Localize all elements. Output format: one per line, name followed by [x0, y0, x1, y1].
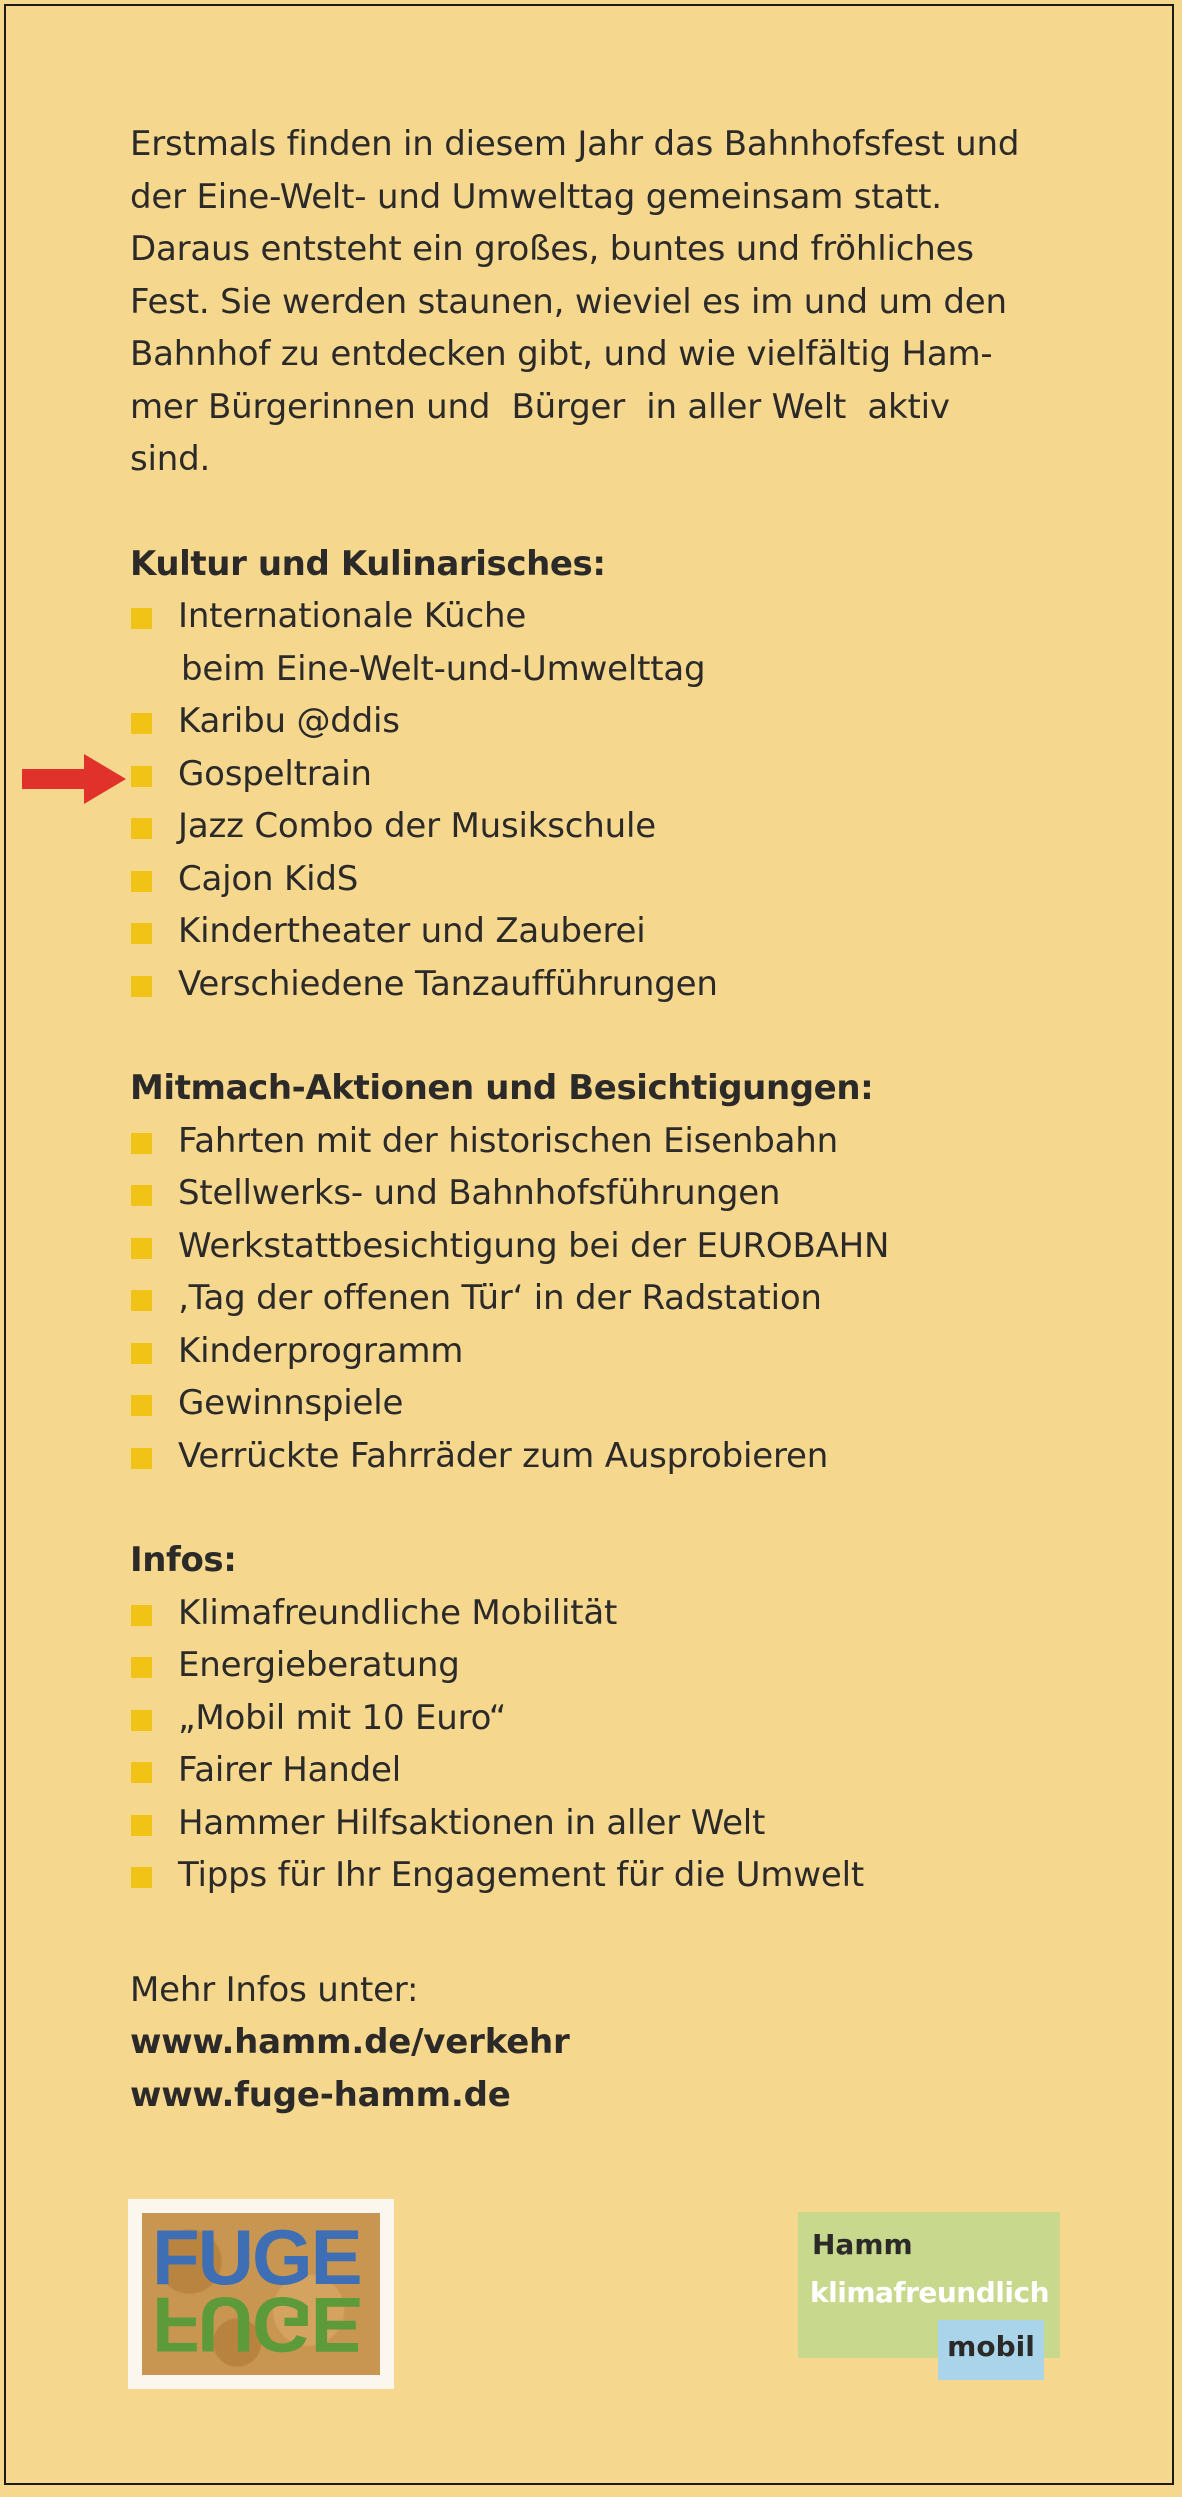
url-link[interactable]: www.fuge-hamm.de [130, 2074, 511, 2115]
list-item [130, 905, 1130, 958]
intro-line: der Eine-Welt- und Umwelttag gemeinsam statt. [130, 176, 942, 217]
section-infos [130, 1534, 1130, 1902]
list-item [130, 1587, 1130, 1640]
square-bullet-icon [131, 1605, 152, 1626]
square-bullet-icon [131, 1815, 152, 1836]
list-item [130, 1220, 1130, 1273]
intro-line: Daraus entsteht ein großes, buntes und fröhliches [130, 229, 974, 269]
list-item [130, 1849, 1130, 1902]
item-label: Kinderprogramm [178, 1330, 464, 1371]
section-title: Kultur und Kulinarisches: [130, 543, 606, 584]
square-bullet-icon [131, 766, 152, 787]
hamm-logo-line1: Hamm [812, 2228, 913, 2261]
square-bullet-icon [131, 1657, 152, 1678]
url-link[interactable]: www.hamm.de/verkehr [130, 2022, 570, 2062]
item-label: Fahrten mit der historischen Eisenbahn [178, 1120, 838, 1161]
list-item [130, 853, 1130, 906]
list-item-highlighted [130, 748, 1130, 801]
list-item [130, 800, 1130, 853]
item-label: Energieberatung [178, 1645, 460, 1685]
section-title: Infos: [130, 1540, 237, 1580]
square-bullet-icon [131, 713, 152, 734]
item-label: Karibu @ddis [178, 701, 400, 741]
square-bullet-icon [131, 923, 152, 944]
square-bullet-icon [131, 1867, 152, 1888]
square-bullet-icon [131, 1238, 152, 1259]
flyer-content [130, 118, 1130, 2121]
item-label: Werkstattbesichtigung bei der EUROBAHN [178, 1225, 890, 1266]
square-bullet-icon [131, 1448, 152, 1469]
square-bullet-icon [131, 1343, 152, 1364]
list-item [130, 1272, 1130, 1325]
list-item [130, 1797, 1130, 1850]
square-bullet-icon [131, 818, 152, 839]
item-label: Verrückte Fahrräder zum Ausprobieren [178, 1435, 829, 1476]
item-list [130, 1587, 1130, 1902]
item-label: Fairer Handel [178, 1750, 401, 1790]
hamm-logo-line3: mobil [938, 2320, 1044, 2380]
list-item [130, 1115, 1130, 1168]
intro-line: sind. [130, 439, 211, 479]
arrow-right-icon [22, 754, 126, 804]
list-item [130, 1639, 1130, 1692]
section-culture [130, 538, 1130, 1011]
item-label: Gospeltrain [178, 753, 372, 794]
item-list [130, 1115, 1130, 1483]
intro-line: mer Bürgerinnen und Bürger in aller Welt aktiv [130, 386, 950, 427]
list-item [130, 1692, 1130, 1745]
item-label: „Mobil mit 10 Euro“ [178, 1697, 507, 1738]
item-label: Stellwerks- und Bahnhofsführungen [178, 1173, 781, 1213]
item-label: Jazz Combo der Musikschule [178, 806, 656, 846]
square-bullet-icon [131, 1710, 152, 1731]
hamm-klimafreundlich-logo [798, 2212, 1060, 2363]
fuge-logo-texture [142, 2213, 380, 2375]
more-info-label: Mehr Infos unter: [130, 1969, 419, 2010]
square-bullet-icon [131, 976, 152, 997]
list-item [130, 1167, 1130, 1220]
fuge-logo-mirror-text: FUGE [152, 2281, 361, 2369]
item-label: Hammer Hilfsaktionen in aller Welt [178, 1802, 766, 1843]
item-label: Tipps für Ihr Engagement für die Umwelt [178, 1855, 864, 1895]
fuge-logo-text: FUGE [152, 2213, 361, 2301]
list-item [130, 958, 1130, 1011]
item-label: Verschiedene Tanzaufführungen [178, 963, 718, 1004]
item-label: Klimafreundliche Mobilität [178, 1592, 618, 1633]
fuge-logo [128, 2199, 394, 2389]
list-item [130, 590, 1130, 695]
item-label: Internationale Küche [178, 596, 527, 636]
item-label: Kindertheater und Zauberei [178, 911, 646, 951]
item-label: Cajon KidS [178, 858, 359, 899]
square-bullet-icon [131, 1185, 152, 1206]
square-bullet-icon [131, 1395, 152, 1416]
more-info [130, 1964, 1130, 2122]
intro-paragraph [130, 118, 1130, 486]
square-bullet-icon [131, 871, 152, 892]
intro-line: Fest. Sie werden staunen, wieviel es im und um den [130, 281, 1007, 322]
list-item [130, 1744, 1130, 1797]
square-bullet-icon [131, 1133, 152, 1154]
section-activities [130, 1062, 1130, 1482]
section-title: Mitmach-Aktionen und Besichtigungen: [130, 1068, 874, 1108]
flyer-page [4, 4, 1174, 2485]
square-bullet-icon [131, 1290, 152, 1311]
hamm-logo-line2: klimafreundlich [810, 2276, 1050, 2309]
item-list [130, 590, 1130, 1010]
square-bullet-icon [131, 1762, 152, 1783]
intro-line: Bahnhof zu entdecken gibt, und wie vielfältig Ham- [130, 334, 993, 374]
list-item [130, 695, 1130, 748]
list-item [130, 1430, 1130, 1483]
item-label: ‚Tag der offenen Tür‘ in der Radstation [178, 1278, 822, 1318]
square-bullet-icon [131, 608, 152, 629]
intro-line: Erstmals finden in diesem Jahr das Bahnhofsfest und [130, 124, 1020, 164]
item-sublabel: beim Eine-Welt-und-Umwelttag [181, 648, 706, 689]
item-label: Gewinnspiele [178, 1383, 404, 1423]
list-item [130, 1325, 1130, 1378]
list-item [130, 1377, 1130, 1430]
